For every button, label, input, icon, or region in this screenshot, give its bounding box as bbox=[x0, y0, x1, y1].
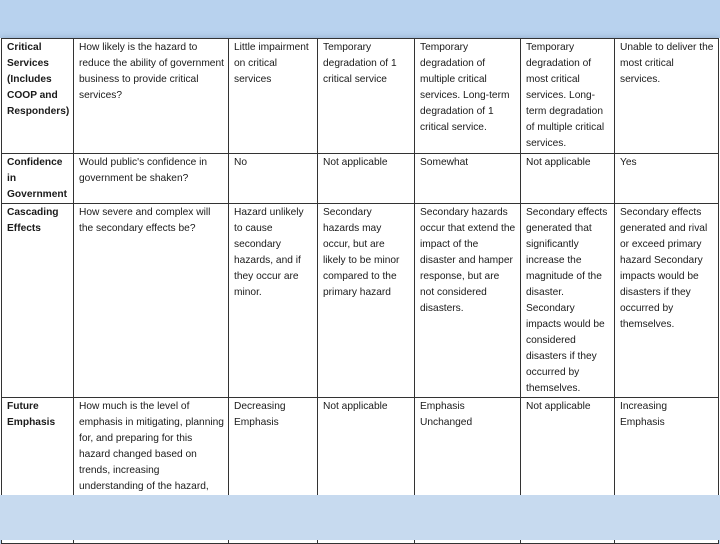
bottom-background-band bbox=[0, 495, 720, 540]
level-cell: Temporary degradation of most critical services. Long-term degradation of multiple critical services. bbox=[521, 39, 615, 154]
factor-cell: Future Emphasis bbox=[2, 398, 74, 544]
question-cell: How likely is the hazard to reduce the ability of government business to provide critical services? bbox=[74, 39, 229, 154]
factor-cell: Confidence in Government bbox=[2, 154, 74, 204]
level-cell: Temporary degradation of 1 critical service bbox=[318, 39, 415, 154]
level-cell: Not applicable bbox=[318, 398, 415, 544]
table-row-confidence-in-government bbox=[2, 154, 719, 204]
level-cell: Unable to deliver the most critical services. bbox=[615, 39, 719, 154]
level-cell: No bbox=[229, 154, 318, 204]
level-cell: Yes bbox=[615, 154, 719, 204]
level-cell: Increasing Emphasis bbox=[615, 398, 719, 544]
level-cell: Decreasing Emphasis bbox=[229, 398, 318, 544]
question-cell: Would public's confidence in government be shaken? bbox=[74, 154, 229, 204]
level-cell: Secondary hazards may occur, but are likely to be minor compared to the primary hazard bbox=[318, 204, 415, 398]
top-background-band bbox=[0, 0, 720, 38]
level-cell: Temporary degradation of multiple critical services. Long-term degradation of 1 critical service. bbox=[415, 39, 521, 154]
level-cell: Not applicable bbox=[318, 154, 415, 204]
level-cell: Secondary effects generated and rival or exceed primary hazard Secondary impacts would be disasters if they occurred by themselves. bbox=[615, 204, 719, 398]
table-row-critical-services bbox=[2, 39, 719, 154]
question-cell: How much is the level of emphasis in mitigating, planning for, and preparing for this hazard changed based on trends, increasing understanding of the hazard, bbox=[74, 398, 229, 544]
level-cell: Secondary effects generated that significantly increase the magnitude of the disaster. Secondary impacts would be considered disasters if they occurred by themselves. bbox=[521, 204, 615, 398]
level-cell: Secondary hazards occur that extend the impact of the disaster and hamper response, but are not considered disasters. bbox=[415, 204, 521, 398]
factor-cell: Cascading Effects bbox=[2, 204, 74, 398]
factor-cell: Critical Services (Includes COOP and Responders) bbox=[2, 39, 74, 154]
table-row-cascading-effects bbox=[2, 204, 719, 398]
level-cell: Emphasis Unchanged bbox=[415, 398, 521, 544]
level-cell: Not applicable bbox=[521, 154, 615, 204]
level-cell: Not applicable bbox=[521, 398, 615, 544]
level-cell: Hazard unlikely to cause secondary hazards, and if they occur are minor. bbox=[229, 204, 318, 398]
hazard-assessment-table bbox=[1, 38, 719, 544]
level-cell: Somewhat bbox=[415, 154, 521, 204]
question-cell: How severe and complex will the secondary effects be? bbox=[74, 204, 229, 398]
level-cell: Little impairment on critical services bbox=[229, 39, 318, 154]
